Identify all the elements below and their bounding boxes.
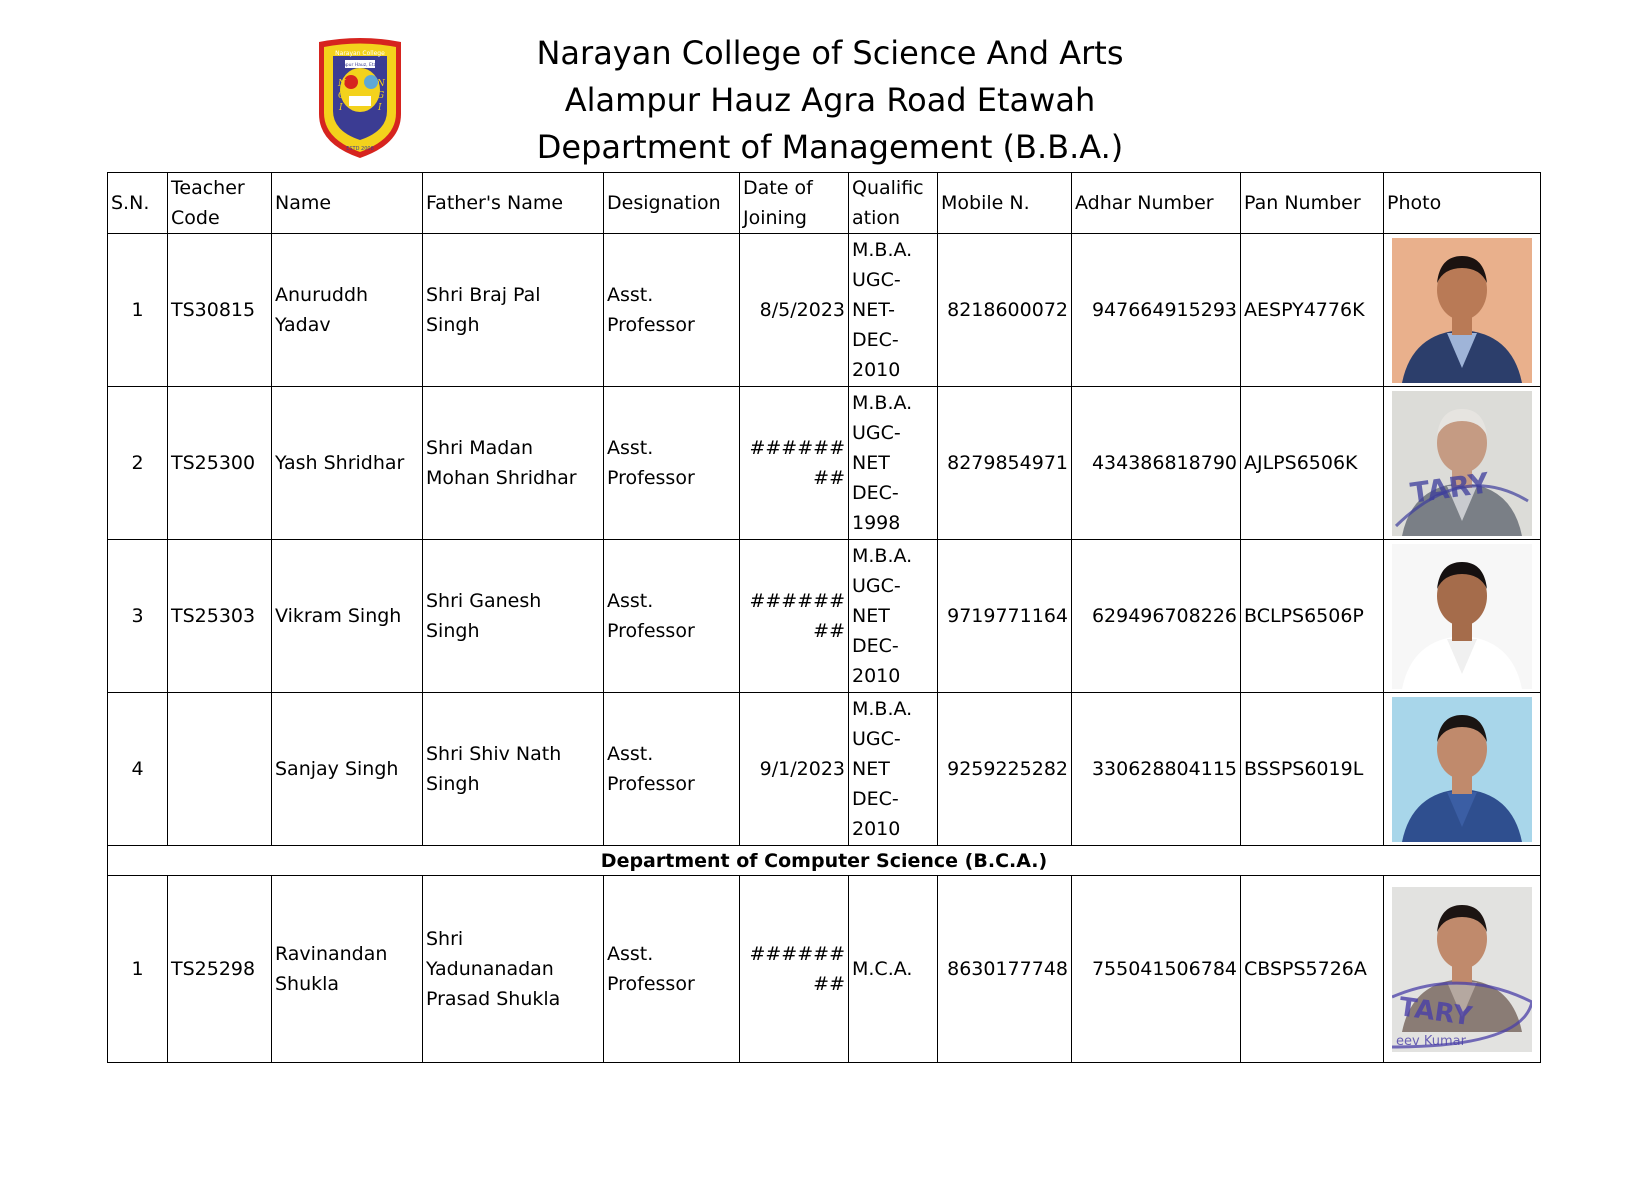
- col-header-doj: Date of Joining: [740, 173, 849, 234]
- cell-sn: 1: [108, 876, 168, 1063]
- cell-mobile: 8218600072: [938, 234, 1072, 387]
- cell-pan: AJLPS6506K: [1241, 387, 1384, 540]
- col-header-mobile: Mobile N.: [938, 173, 1072, 234]
- col-header-father: Father's Name: [423, 173, 604, 234]
- cell-mobile: 8630177748: [938, 876, 1072, 1063]
- cell-designation: Asst. Professor: [604, 876, 740, 1063]
- table-row: [108, 540, 1541, 693]
- cell-name: Ravinandan Shukla: [272, 876, 423, 1063]
- col-header-pan: Pan Number: [1241, 173, 1384, 234]
- cell-pan: BSSPS6019L: [1241, 693, 1384, 846]
- faculty-photo: [1392, 299, 1532, 321]
- cell-adhar: 629496708226: [1072, 540, 1241, 693]
- cell-designation: Asst. Professor: [604, 234, 740, 387]
- cell-pan: BCLPS6506P: [1241, 540, 1384, 693]
- college-address: Alampur Hauz Agra Road Etawah: [564, 81, 1096, 119]
- cell-teacher-code: TS30815: [168, 234, 272, 387]
- notary-stamp-name: eev Kumar: [1396, 1033, 1466, 1049]
- department-title: Department of Management (B.B.A.): [536, 128, 1124, 166]
- cell-mobile: 8279854971: [938, 387, 1072, 540]
- table-row: [108, 234, 1541, 387]
- cell-sn: 3: [108, 540, 168, 693]
- cell-adhar: 434386818790: [1072, 387, 1241, 540]
- logo-letter: G: [377, 91, 385, 101]
- cell-date-of-joining: 9/1/2023: [740, 693, 849, 846]
- cell-designation: Asst. Professor: [604, 387, 740, 540]
- cell-photo: [1384, 693, 1541, 846]
- cell-photo: [1384, 876, 1541, 1063]
- cell-date-of-joining: ########: [740, 876, 849, 1063]
- cell-photo: [1384, 387, 1541, 540]
- col-header-teacher-code: Teacher Code: [168, 173, 272, 234]
- cell-photo: [1384, 540, 1541, 693]
- cell-date-of-joining: 8/5/2023: [740, 234, 849, 387]
- logo-letter: N: [338, 79, 346, 89]
- cell-qualification: M.C.A.: [849, 876, 938, 1063]
- faculty-photo: [1392, 958, 1532, 1049]
- faculty-photo: [1392, 452, 1532, 510]
- cell-adhar: 947664915293: [1072, 234, 1241, 387]
- cell-name: Sanjay Singh: [272, 693, 423, 846]
- cell-name: Yash Shridhar: [272, 387, 423, 540]
- table-row: [108, 387, 1541, 540]
- col-header-sn: S.N.: [108, 173, 168, 234]
- cell-father-name: Shri Ganesh Singh: [423, 540, 604, 693]
- cell-sn: 4: [108, 693, 168, 846]
- table-row: [108, 876, 1541, 1063]
- notary-stamp-text: TARY: [1408, 465, 1492, 510]
- col-header-designation: Designation: [604, 173, 740, 234]
- cell-father-name: Shri Shiv Nath Singh: [423, 693, 604, 846]
- col-header-adhar: Adhar Number: [1072, 173, 1241, 234]
- cell-adhar: 755041506784: [1072, 876, 1241, 1063]
- document-heading: [430, 30, 1230, 171]
- cell-qualification: M.B.A. UGC- NET DEC- 2010: [849, 540, 938, 693]
- cell-teacher-code: [168, 693, 272, 846]
- college-name: Narayan College of Science And Arts: [536, 34, 1124, 72]
- cell-teacher-code: TS25300: [168, 387, 272, 540]
- department-divider-row: [108, 846, 1541, 876]
- cell-teacher-code: TS25303: [168, 540, 272, 693]
- cell-designation: Asst. Professor: [604, 693, 740, 846]
- cell-designation: Asst. Professor: [604, 540, 740, 693]
- cell-pan: AESPY4776K: [1241, 234, 1384, 387]
- table-header-row: [108, 173, 1541, 234]
- faculty-table: [107, 172, 1541, 1063]
- cell-teacher-code: TS25298: [168, 876, 272, 1063]
- faculty-photo: [1392, 605, 1532, 627]
- cell-father-name: Shri Braj Pal Singh: [423, 234, 604, 387]
- department-subtitle: Department of Computer Science (B.C.A.): [108, 846, 1541, 876]
- logo-letter: G: [338, 91, 346, 101]
- cell-mobile: 9259225282: [938, 693, 1072, 846]
- logo-emblem-text: Narayan College: [335, 50, 385, 57]
- logo-estd: ESTD 2008: [346, 146, 374, 152]
- cell-sn: 1: [108, 234, 168, 387]
- cell-name: Vikram Singh: [272, 540, 423, 693]
- col-header-qualification: Qualific ation: [849, 173, 938, 234]
- logo-letter: N: [377, 79, 385, 89]
- cell-date-of-joining: ########: [740, 387, 849, 540]
- cell-name: Anuruddh Yadav: [272, 234, 423, 387]
- logo-letter: I: [339, 103, 343, 113]
- cell-sn: 2: [108, 387, 168, 540]
- faculty-photo: [1392, 758, 1532, 780]
- table-row: [108, 693, 1541, 846]
- col-header-photo: Photo: [1384, 173, 1541, 234]
- cell-qualification: M.B.A. UGC- NET- DEC- 2010: [849, 234, 938, 387]
- cell-qualification: M.B.A. UGC- NET DEC- 1998: [849, 387, 938, 540]
- cell-photo: [1384, 234, 1541, 387]
- logo-ribbon-text: Alampur Hauz, Etawah: [334, 63, 386, 68]
- cell-adhar: 330628804115: [1072, 693, 1241, 846]
- cell-mobile: 9719771164: [938, 540, 1072, 693]
- col-header-name: Name: [272, 173, 423, 234]
- logo-letter: I: [378, 103, 382, 113]
- cell-pan: CBSPS5726A: [1241, 876, 1384, 1063]
- cell-date-of-joining: ########: [740, 540, 849, 693]
- cell-qualification: M.B.A. UGC- NET DEC- 2010: [849, 693, 938, 846]
- cell-father-name: Shri Yadunanadan Prasad Shukla: [423, 876, 604, 1063]
- notary-stamp-text: TARY: [1397, 991, 1474, 1032]
- cell-father-name: Shri Madan Mohan Shridhar: [423, 387, 604, 540]
- college-logo: [311, 36, 409, 160]
